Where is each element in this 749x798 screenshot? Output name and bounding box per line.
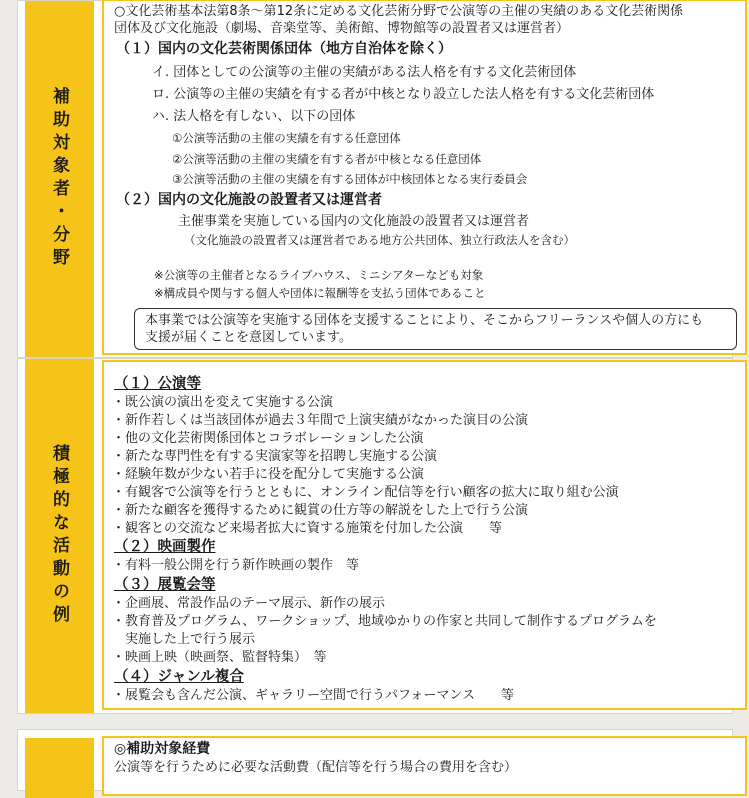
activity-item: ・新たな顧客を獲得するために観賞の仕方等の解説をした上で行う公演 bbox=[112, 503, 529, 518]
expenses-content bbox=[102, 736, 747, 796]
note-2: ※構成員や関与する個人や団体に報酬等を支払う団体であること bbox=[154, 286, 486, 300]
activities-label-cell bbox=[25, 359, 94, 713]
intro-line-1: ○文化芸術基本法第8条～第12条に定める文化芸術分野で公演等の主催の実績のある文化芸術関係 bbox=[114, 4, 684, 19]
activity-item: ・教育普及プログラム、ワークショップ、地域ゆかりの作家と共同して制作するプログラムを bbox=[112, 614, 657, 629]
eligibility-panel bbox=[17, 0, 733, 358]
activity-item: 実施した上で行う展示 bbox=[112, 632, 256, 647]
heading-2: （２）国内の文化施設の設置者又は運営者 bbox=[116, 192, 382, 208]
expenses-label-cell bbox=[25, 738, 94, 798]
activities-heading-1: （１）公演等 bbox=[114, 376, 201, 392]
activity-item: ・展覧会も含んだ公演、ギャラリー空間で行うパフォーマンス 等 bbox=[112, 688, 514, 703]
activity-item: ・観客との交流など来場者拡大に資する施策を付加した公演 等 bbox=[112, 521, 503, 536]
item-ro: ロ. 公演等の主催の実績を有する者が中核となり設立した法人格を有する文化芸術団体 bbox=[152, 87, 655, 102]
item-ha: ハ. 法人格を有しない、以下の団体 bbox=[152, 109, 356, 124]
intent-note-line-2: 支援が届くことを意図しています。 bbox=[145, 330, 352, 345]
eligibility-content bbox=[102, 0, 747, 355]
intent-note-box bbox=[134, 308, 737, 350]
activities-panel bbox=[17, 358, 733, 714]
heading-2-line-1: 主催事業を実施している国内の文化施設の設置者又は運営者 bbox=[178, 214, 530, 229]
intent-note-line-1: 本事業では公演等を実施する団体を支援することにより、そこからフリーランスや個人の方にも bbox=[145, 313, 704, 328]
activity-item: ・経験年数が少ない若手に役を配分して実施する公演 bbox=[112, 467, 425, 482]
note-1: ※公演等の主催者となるライブハウス、ミニシアターなども対象 bbox=[154, 268, 484, 282]
item-i: イ. 団体としての公演等の主催の実績がある法人格を有する文化芸術団体 bbox=[152, 65, 577, 80]
expenses-heading: ◎補助対象経費 bbox=[114, 741, 211, 757]
expenses-panel bbox=[17, 729, 733, 791]
activities-content bbox=[102, 360, 747, 710]
intro-line-2: 団体及び文化施設（劇場、音楽堂等、美術館、博物館等の設置者又は運営者） bbox=[114, 21, 570, 36]
activity-item: ・既公演の演出を変えて実施する公演 bbox=[112, 395, 334, 410]
activity-item: ・有料一般公開を行う新作映画の製作 等 bbox=[112, 558, 360, 573]
activity-item: ・新たな専門性を有する実演家等を招聘し実施する公演 bbox=[112, 449, 438, 464]
activity-item: ・企画展、常設作品のテーマ展示、新作の展示 bbox=[112, 596, 386, 611]
item-ha-2: ②公演等活動の主催の実績を有する者が中核となる任意団体 bbox=[172, 152, 482, 166]
eligibility-label: 補助対象者・分野 bbox=[49, 87, 69, 271]
heading-2-line-2: （文化施設の設置者又は運営者である地方公共団体、独立行政法人を含む） bbox=[184, 233, 575, 247]
expenses-line-1: 公演等を行うために必要な活動費（配信等を行う場合の費用を含む） bbox=[114, 760, 518, 775]
activity-item: ・他の文化芸術関係団体とコラボレーションした公演 bbox=[112, 431, 424, 446]
activities-heading-4: （４）ジャンル複合 bbox=[114, 669, 244, 685]
eligibility-label-cell bbox=[25, 1, 94, 357]
activity-item: ・有観客で公演等を行うとともに、オンライン配信等を行い顧客の拡大に取り組む公演 bbox=[112, 485, 619, 500]
activities-heading-2: （２）映画製作 bbox=[114, 539, 216, 555]
activities-heading-3: （３）展覧会等 bbox=[114, 577, 216, 593]
activity-item: ・映画上映（映画祭、監督特集） 等 bbox=[112, 650, 327, 665]
activities-label: 積極的な活動の例 bbox=[49, 444, 69, 628]
heading-1: （１）国内の文化芸術関係団体（地方自治体を除く） bbox=[116, 41, 452, 57]
item-ha-1: ①公演等活動の主催の実績を有する任意団体 bbox=[172, 131, 401, 145]
item-ha-3: ③公演等活動の主催の実績を有する団体が中核団体となる実行委員会 bbox=[172, 172, 528, 186]
activity-item: ・新作若しくは当該団体が過去３年間で上演実績がなかった演目の公演 bbox=[112, 413, 529, 428]
